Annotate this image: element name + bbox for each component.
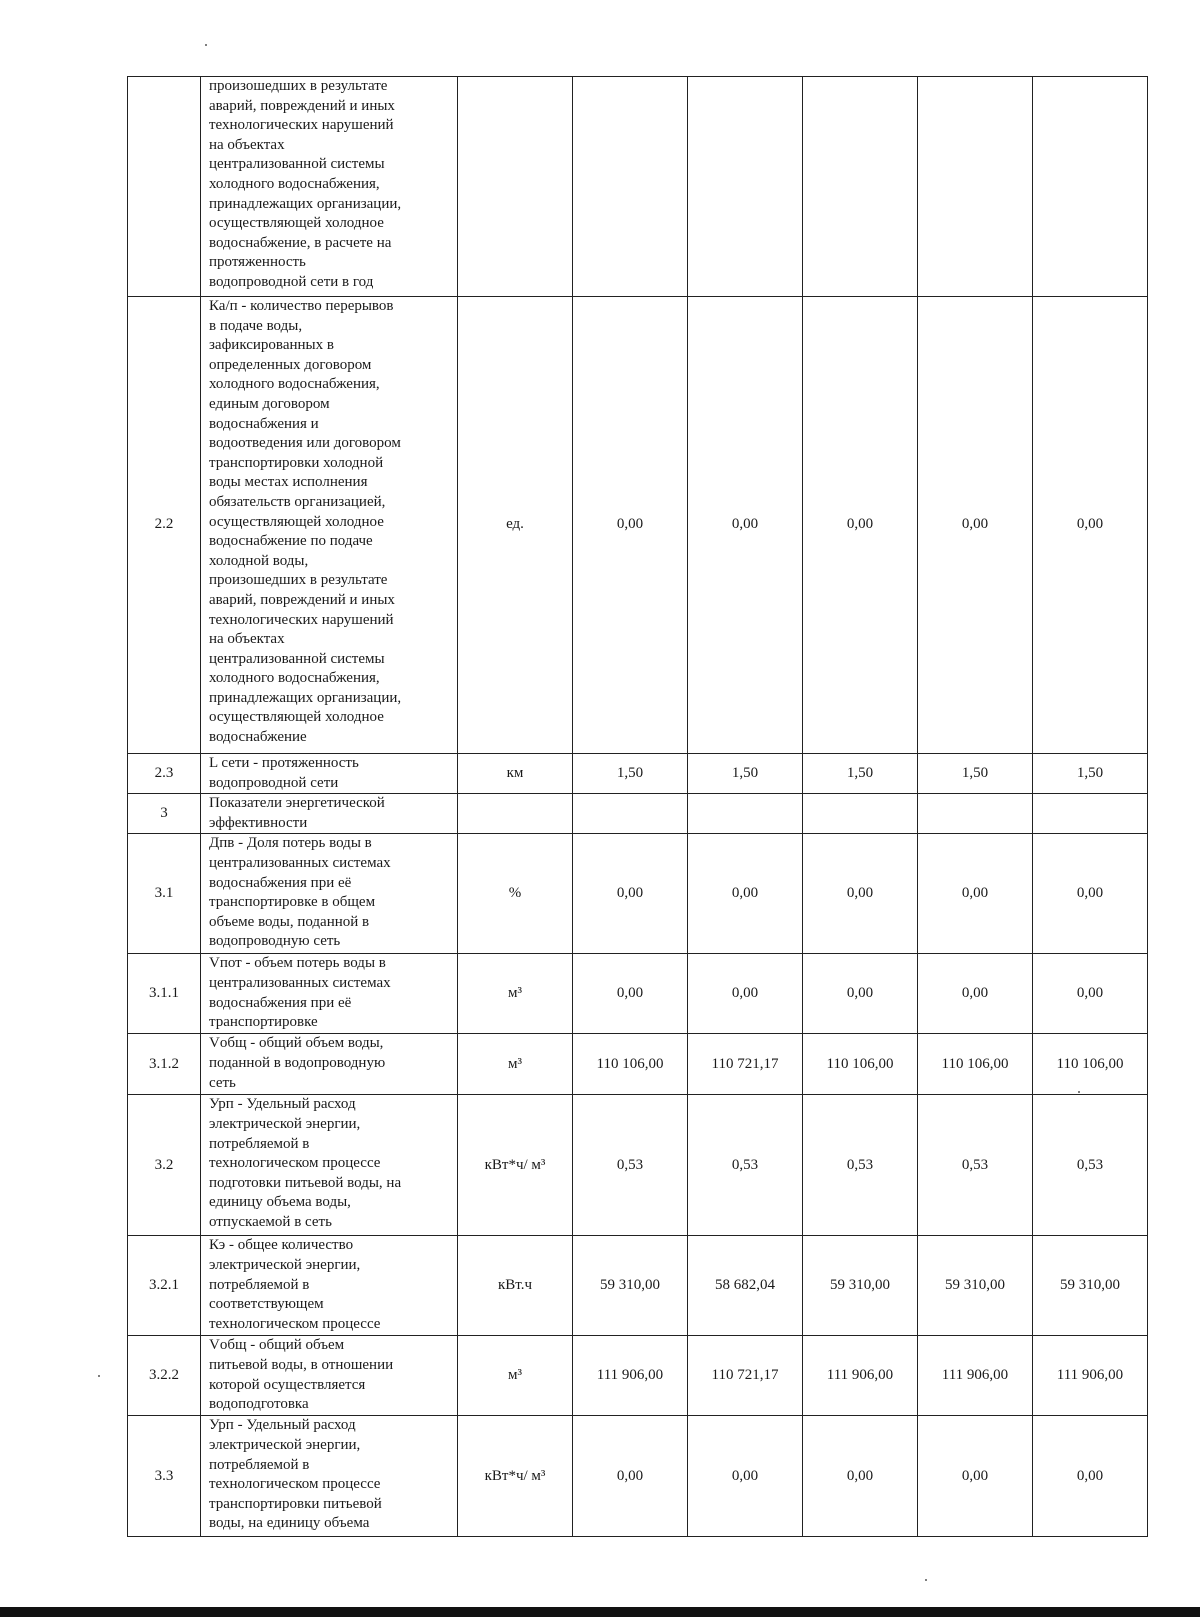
table-row xyxy=(128,1236,1148,1336)
value-cell: 0,00 xyxy=(573,1416,688,1537)
indicator-name: Vобщ - общий объем питьевой воды, в отношении которой осуществляется водоподготовка xyxy=(201,1336,458,1416)
table-row xyxy=(128,1034,1148,1095)
row-number: 3.2.1 xyxy=(128,1236,201,1336)
value-cell: 110 106,00 xyxy=(573,1034,688,1095)
value-cell xyxy=(803,794,918,834)
indicator-name: произошедших в результате аварий, повреждений и иных технологических нарушений на объектах централизованной системы холодного водоснабжения, принадлежащих организации, осуществляющей холодное водоснабжение, в расчете на протяженность водопроводной сети в год xyxy=(201,77,458,297)
value-cell: 111 906,00 xyxy=(573,1336,688,1416)
value-cell: 1,50 xyxy=(688,754,803,794)
value-cell: 59 310,00 xyxy=(573,1236,688,1336)
value-cell xyxy=(688,77,803,297)
indicator-name: Ка/п - количество перерывов в подаче воды, зафиксированных в определенных договором холодного водоснабжения, единым договором водоснабжения и водоотведения или договором транспортировки холодной воды местах исполнения обязательств организацией, осуществляющей холодное водоснабжение по подаче холодной воды, произошедших в результате аварий, повреждений и иных технологических нарушений на объектах централизованной системы холодного водоснабжения, принадлежащих организации, осуществляющей холодное водоснабжение xyxy=(201,297,458,754)
scan-speck xyxy=(1078,1091,1080,1093)
value-cell xyxy=(688,794,803,834)
value-cell: 111 906,00 xyxy=(1033,1336,1148,1416)
indicator-name: Кэ - общее количество электрической энергии, потребляемой в соответствующем технологическом процессе xyxy=(201,1236,458,1336)
row-number: 2.2 xyxy=(128,297,201,754)
value-cell: 110 106,00 xyxy=(803,1034,918,1095)
value-cell: 0,00 xyxy=(918,954,1033,1034)
unit-cell: м³ xyxy=(458,1034,573,1095)
value-cell: 111 906,00 xyxy=(803,1336,918,1416)
value-cell xyxy=(918,794,1033,834)
value-cell: 59 310,00 xyxy=(918,1236,1033,1336)
table-row xyxy=(128,794,1148,834)
value-cell: 0,00 xyxy=(803,297,918,754)
table-row xyxy=(128,954,1148,1034)
value-cell: 0,00 xyxy=(573,954,688,1034)
indicator-name: Дпв - Доля потерь воды в централизованных системах водоснабжения при её транспортировке в общем объеме воды, поданной в водопроводную сеть xyxy=(201,834,458,954)
value-cell: 0,00 xyxy=(688,1416,803,1537)
row-number xyxy=(128,77,201,297)
row-number: 3 xyxy=(128,794,201,834)
scan-edge-bar xyxy=(0,1607,1200,1617)
value-cell: 0,00 xyxy=(918,1416,1033,1537)
value-cell: 0,53 xyxy=(688,1095,803,1236)
row-number: 3.1.1 xyxy=(128,954,201,1034)
unit-cell: м³ xyxy=(458,1336,573,1416)
value-cell: 0,53 xyxy=(573,1095,688,1236)
value-cell: 0,00 xyxy=(573,297,688,754)
value-cell: 0,00 xyxy=(688,297,803,754)
indicator-name: Урп - Удельный расход электрической энергии, потребляемой в технологическом процессе подготовки питьевой воды, на единицу объема воды, отпускаемой в сеть xyxy=(201,1095,458,1236)
row-number: 3.2.2 xyxy=(128,1336,201,1416)
row-number: 3.2 xyxy=(128,1095,201,1236)
value-cell: 1,50 xyxy=(1033,754,1148,794)
unit-cell: % xyxy=(458,834,573,954)
indicators-table xyxy=(127,76,1148,1537)
unit-cell: кВт*ч/ м³ xyxy=(458,1095,573,1236)
value-cell: 110 721,17 xyxy=(688,1034,803,1095)
scan-speck xyxy=(98,1375,100,1377)
value-cell: 0,00 xyxy=(1033,1416,1148,1537)
value-cell: 0,00 xyxy=(573,834,688,954)
value-cell: 1,50 xyxy=(918,754,1033,794)
indicator-name: Vобщ - общий объем воды, поданной в водопроводную сеть xyxy=(201,1034,458,1095)
indicator-name: L сети - протяженность водопроводной сети xyxy=(201,754,458,794)
indicator-name: Урп - Удельный расход электрической энергии, потребляемой в технологическом процессе транспортировки питьевой воды, на единицу объема xyxy=(201,1416,458,1537)
value-cell: 59 310,00 xyxy=(803,1236,918,1336)
value-cell: 0,00 xyxy=(688,954,803,1034)
row-number: 2.3 xyxy=(128,754,201,794)
unit-cell: ед. xyxy=(458,297,573,754)
value-cell xyxy=(1033,794,1148,834)
table-row xyxy=(128,754,1148,794)
scan-speck xyxy=(205,44,207,46)
value-cell: 59 310,00 xyxy=(1033,1236,1148,1336)
value-cell: 111 906,00 xyxy=(918,1336,1033,1416)
table-row xyxy=(128,1416,1148,1537)
table-row xyxy=(128,1336,1148,1416)
table-row xyxy=(128,297,1148,754)
value-cell: 0,00 xyxy=(918,834,1033,954)
value-cell: 110 106,00 xyxy=(918,1034,1033,1095)
value-cell: 0,00 xyxy=(1033,297,1148,754)
value-cell xyxy=(1033,77,1148,297)
unit-cell xyxy=(458,794,573,834)
value-cell: 1,50 xyxy=(573,754,688,794)
value-cell: 0,53 xyxy=(918,1095,1033,1236)
value-cell: 0,00 xyxy=(918,297,1033,754)
indicator-name: Показатели энергетической эффективности xyxy=(201,794,458,834)
value-cell xyxy=(573,77,688,297)
scan-speck xyxy=(925,1579,927,1581)
row-number: 3.1 xyxy=(128,834,201,954)
value-cell: 0,00 xyxy=(803,834,918,954)
table-row xyxy=(128,77,1148,297)
table-row xyxy=(128,1095,1148,1236)
unit-cell: кВт*ч/ м³ xyxy=(458,1416,573,1537)
value-cell xyxy=(573,794,688,834)
value-cell: 110 106,00 xyxy=(1033,1034,1148,1095)
table-row xyxy=(128,834,1148,954)
value-cell: 0,00 xyxy=(688,834,803,954)
value-cell: 58 682,04 xyxy=(688,1236,803,1336)
value-cell: 0,00 xyxy=(803,954,918,1034)
value-cell: 0,00 xyxy=(803,1416,918,1537)
value-cell: 0,53 xyxy=(803,1095,918,1236)
unit-cell: кВт.ч xyxy=(458,1236,573,1336)
row-number: 3.1.2 xyxy=(128,1034,201,1095)
value-cell: 0,00 xyxy=(1033,954,1148,1034)
unit-cell xyxy=(458,77,573,297)
value-cell xyxy=(918,77,1033,297)
value-cell: 0,00 xyxy=(1033,834,1148,954)
row-number: 3.3 xyxy=(128,1416,201,1537)
value-cell: 0,53 xyxy=(1033,1095,1148,1236)
value-cell: 1,50 xyxy=(803,754,918,794)
unit-cell: м³ xyxy=(458,954,573,1034)
value-cell xyxy=(803,77,918,297)
indicator-name: Vпот - объем потерь воды в централизованных системах водоснабжения при её транспортировке xyxy=(201,954,458,1034)
unit-cell: км xyxy=(458,754,573,794)
value-cell: 110 721,17 xyxy=(688,1336,803,1416)
